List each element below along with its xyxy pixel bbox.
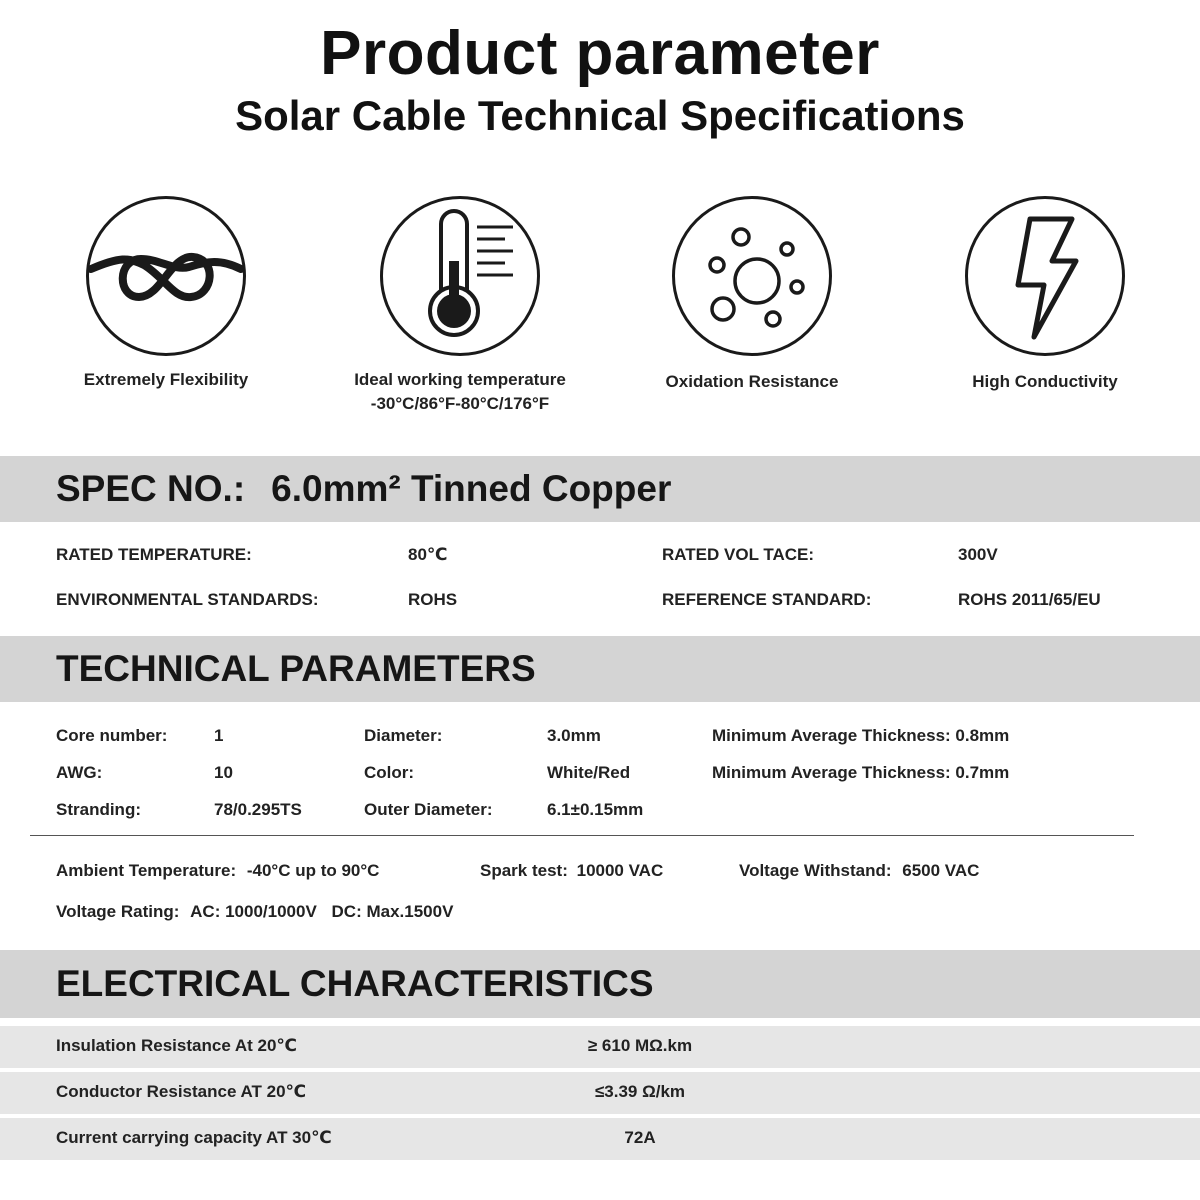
feature-label: Oxidation Resistance	[665, 372, 839, 391]
spec-value: 300V	[958, 545, 998, 564]
tech-key: Core number:	[56, 726, 168, 745]
feature-oxidation	[622, 196, 882, 394]
spark-value: 10000 VAC	[576, 861, 664, 880]
spec-heading-label: SPEC NO.:	[56, 468, 246, 509]
electrical-name: Conductor Resistance AT 20℃	[56, 1082, 307, 1101]
tech-value: 1	[214, 726, 224, 745]
spark-test	[480, 861, 663, 881]
spec-key: ENVIRONMENTAL STANDARDS:	[56, 590, 319, 609]
electrical-name: Insulation Resistance At 20℃	[56, 1036, 298, 1055]
rating-label: Voltage Rating:	[56, 902, 180, 921]
table-row	[0, 1118, 1200, 1160]
withstand-label: Voltage Withstand:	[739, 861, 892, 880]
spec-key: RATED TEMPERATURE:	[56, 545, 252, 564]
infinity-cable-icon	[86, 196, 246, 356]
tech-value: 6.1±0.15mm	[547, 800, 644, 819]
feature-label: Extremely Flexibility	[83, 370, 249, 389]
page-title: Product parameter	[320, 19, 880, 88]
spec-heading	[56, 456, 671, 522]
feature-label: High Conductivity	[972, 372, 1118, 391]
divider	[30, 835, 1134, 836]
rating-ac: AC: 1000/1000V	[190, 902, 317, 921]
spec-value: 80℃	[408, 545, 448, 564]
withstand-value: 6500 VAC	[902, 861, 980, 880]
tech-value: 10	[214, 763, 233, 782]
tech-key: Diameter:	[364, 726, 443, 745]
tech-thickness: Minimum Average Thickness: 0.7mm	[712, 763, 1010, 782]
technical-heading: TECHNICAL PARAMETERS	[56, 648, 536, 689]
electrical-value: 72A	[624, 1128, 656, 1147]
electrical-value: ≤3.39 Ω/km	[594, 1082, 686, 1101]
tech-value: 3.0mm	[547, 726, 601, 745]
spec-value: ROHS	[408, 590, 458, 609]
feature-flexibility	[36, 196, 296, 392]
spec-key: RATED VOL TACE:	[662, 545, 815, 564]
feature-label-range: -30°C/86°F-80°C/176°F	[370, 394, 550, 413]
tech-key: Color:	[364, 763, 415, 782]
feature-label: Ideal working temperature	[354, 370, 566, 389]
tech-value: 78/0.295TS	[214, 800, 302, 819]
rating-dc: DC: Max.1500V	[331, 902, 454, 921]
tech-key: AWG:	[56, 763, 103, 782]
tech-value: White/Red	[547, 763, 631, 782]
ambient-value: -40°C up to 90°C	[246, 861, 380, 880]
tech-thickness: Minimum Average Thickness: 0.8mm	[712, 726, 1010, 745]
spec-value: ROHS 2011/65/EU	[958, 590, 1101, 609]
feature-conductivity	[915, 196, 1175, 394]
electrical-heading: ELECTRICAL CHARACTERISTICS	[56, 963, 654, 1004]
ambient-temperature	[56, 861, 379, 881]
feature-temperature	[330, 196, 590, 416]
electrical-value: ≥ 610 MΩ.km	[587, 1036, 693, 1055]
spec-key: REFERENCE STANDARD:	[662, 590, 872, 609]
tech-key: Outer Diameter:	[364, 800, 493, 819]
spec-heading-value: 6.0mm² Tinned Copper	[271, 468, 672, 509]
electrical-name: Current carrying capacity AT 30℃	[56, 1128, 332, 1147]
table-row	[0, 1026, 1200, 1068]
voltage-rating	[56, 902, 453, 922]
ambient-label: Ambient Temperature:	[56, 861, 237, 880]
voltage-withstand	[739, 861, 979, 881]
table-row	[0, 1072, 1200, 1114]
bubbles-icon	[672, 196, 832, 356]
thermometer-icon	[380, 196, 540, 356]
page-subtitle: Solar Cable Technical Specifications	[235, 92, 965, 139]
spark-label: Spark test:	[480, 861, 568, 880]
lightning-icon	[965, 196, 1125, 356]
tech-key: Stranding:	[56, 800, 141, 819]
